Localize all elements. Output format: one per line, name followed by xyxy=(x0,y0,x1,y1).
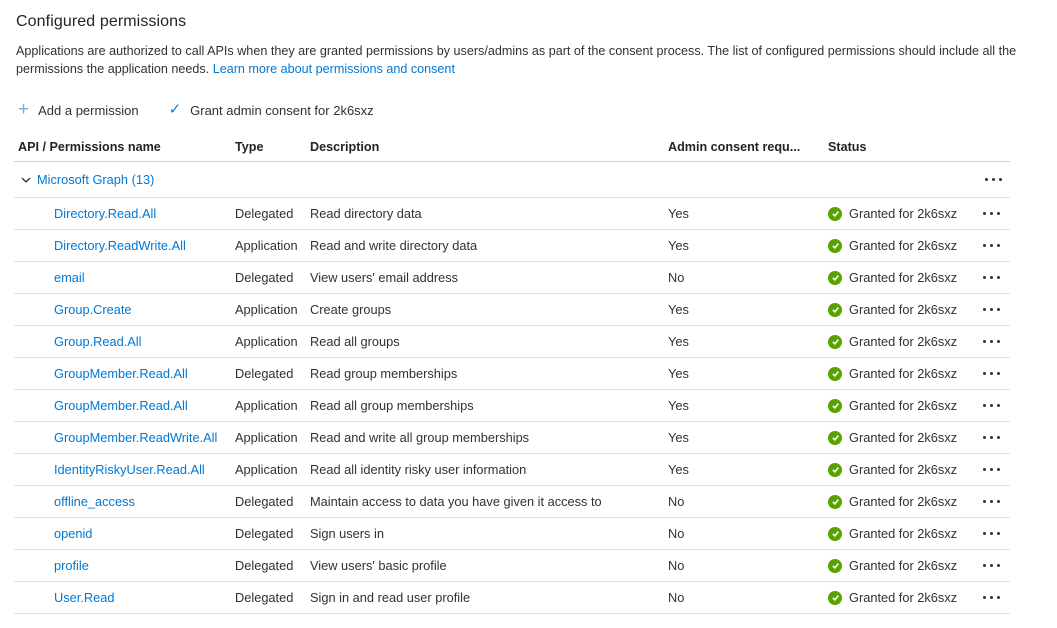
row-actions xyxy=(983,272,1010,283)
granted-check-icon xyxy=(828,239,842,253)
permission-type: Application xyxy=(235,462,298,477)
chevron-down-icon[interactable] xyxy=(18,172,34,188)
permission-type: Delegated xyxy=(235,494,294,509)
grant-admin-consent-button[interactable] xyxy=(167,99,376,122)
status-cell xyxy=(828,302,983,317)
api-group-row xyxy=(14,162,1010,198)
ellipsis-menu-button[interactable] xyxy=(983,368,1002,379)
permissions-table-body xyxy=(14,198,1010,614)
permission-description: Read directory data xyxy=(310,206,422,221)
granted-check-icon xyxy=(828,463,842,477)
table-row xyxy=(14,262,1010,294)
status-cell xyxy=(828,206,983,221)
description-text: Applications are authorized to call APIs when they are granted permissions by users/admins as part of the consent process. The list of configured permissions should include all the permissions the application needs. xyxy=(16,44,1017,76)
granted-check-icon xyxy=(828,207,842,221)
row-actions xyxy=(983,336,1010,347)
permission-description: Create groups xyxy=(310,302,392,317)
ellipsis-menu-button[interactable] xyxy=(983,336,1002,347)
status-text: Granted for 2k6sxz xyxy=(849,398,958,413)
ellipsis-menu-button[interactable] xyxy=(983,240,1002,251)
permission-name-cell xyxy=(14,430,235,445)
status-text: Granted for 2k6sxz xyxy=(849,238,958,253)
status-cell xyxy=(828,558,983,573)
admin-consent-value: Yes xyxy=(668,398,689,413)
ellipsis-menu-button[interactable] xyxy=(983,464,1002,475)
permission-name-cell xyxy=(14,558,235,573)
add-permission-label: Add a permission xyxy=(38,103,139,118)
description xyxy=(16,42,1028,78)
permission-description: Read group memberships xyxy=(310,366,458,381)
table-row xyxy=(14,230,1010,262)
api-group-link[interactable]: Microsoft Graph (13) xyxy=(37,172,155,187)
permission-name-link[interactable]: GroupMember.Read.All xyxy=(54,366,188,381)
permission-type: Application xyxy=(235,430,298,445)
ellipsis-menu-button[interactable] xyxy=(983,304,1002,315)
table-row xyxy=(14,422,1010,454)
granted-check-icon xyxy=(828,335,842,349)
ellipsis-menu-button[interactable] xyxy=(983,496,1002,507)
permission-name-link[interactable]: User.Read xyxy=(54,590,115,605)
row-actions xyxy=(983,464,1010,475)
status-text: Granted for 2k6sxz xyxy=(849,430,958,445)
permission-type: Application xyxy=(235,238,298,253)
admin-consent-value: Yes xyxy=(668,302,689,317)
ellipsis-icon xyxy=(983,436,1000,439)
permission-name-cell xyxy=(14,398,235,413)
permission-type: Delegated xyxy=(235,206,294,221)
admin-consent-value: No xyxy=(668,558,685,573)
admin-consent-value: Yes xyxy=(668,366,689,381)
column-header-admin-consent[interactable]: Admin consent requ... xyxy=(668,140,801,154)
admin-consent-value: Yes xyxy=(668,430,689,445)
status-cell xyxy=(828,366,983,381)
status-text: Granted for 2k6sxz xyxy=(849,334,958,349)
permission-name-cell xyxy=(14,462,235,477)
permission-description: Read and write all group memberships xyxy=(310,430,530,445)
status-cell xyxy=(828,238,983,253)
permission-name-link[interactable]: Group.Create xyxy=(54,302,132,317)
admin-consent-value: Yes xyxy=(668,206,689,221)
add-permission-button[interactable] xyxy=(16,99,141,122)
admin-consent-value: No xyxy=(668,526,685,541)
row-actions xyxy=(983,240,1010,251)
ellipsis-icon xyxy=(983,564,1000,567)
granted-check-icon xyxy=(828,399,842,413)
status-text: Granted for 2k6sxz xyxy=(849,558,958,573)
row-actions xyxy=(983,208,1010,219)
permission-name-cell xyxy=(14,590,235,605)
permission-name-cell xyxy=(14,334,235,349)
table-row xyxy=(14,454,1010,486)
permission-name-cell xyxy=(14,270,235,285)
table-row xyxy=(14,486,1010,518)
ellipsis-menu-button[interactable] xyxy=(983,272,1002,283)
status-text: Granted for 2k6sxz xyxy=(849,366,958,381)
permission-name-link[interactable]: Directory.Read.All xyxy=(54,206,157,221)
permission-type: Delegated xyxy=(235,590,294,605)
page-title: Configured permissions xyxy=(16,13,187,30)
status-cell xyxy=(828,494,983,509)
ellipsis-menu-button[interactable] xyxy=(983,208,1002,219)
column-header-type[interactable]: Type xyxy=(235,140,264,154)
ellipsis-icon xyxy=(983,244,1000,247)
ellipsis-icon xyxy=(983,372,1000,375)
status-cell xyxy=(828,398,983,413)
status-text: Granted for 2k6sxz xyxy=(849,270,958,285)
admin-consent-value: Yes xyxy=(668,462,689,477)
row-actions xyxy=(983,400,1010,411)
status-cell xyxy=(828,462,983,477)
toolbar xyxy=(16,99,1041,122)
status-cell xyxy=(828,430,983,445)
granted-check-icon xyxy=(828,303,842,317)
permission-type: Delegated xyxy=(235,366,294,381)
table-row xyxy=(14,198,1010,230)
granted-check-icon xyxy=(828,367,842,381)
status-text: Granted for 2k6sxz xyxy=(849,302,958,317)
ellipsis-icon xyxy=(985,178,1002,181)
status-cell xyxy=(828,526,983,541)
table-header xyxy=(14,133,1010,162)
table-row xyxy=(14,582,1010,614)
ellipsis-icon xyxy=(983,212,1000,215)
permission-name-cell xyxy=(14,302,235,317)
row-actions xyxy=(983,560,1010,571)
learn-more-link[interactable]: Learn more about permissions and consent xyxy=(212,62,455,76)
row-actions xyxy=(983,528,1010,539)
permission-name-cell xyxy=(14,238,235,253)
permission-type: Delegated xyxy=(235,558,294,573)
ellipsis-icon xyxy=(983,308,1000,311)
permission-type: Application xyxy=(235,398,298,413)
row-actions xyxy=(983,368,1010,379)
status-text: Granted for 2k6sxz xyxy=(849,206,958,221)
permission-type: Delegated xyxy=(235,526,294,541)
ellipsis-icon xyxy=(983,340,1000,343)
permission-description: Sign in and read user profile xyxy=(310,590,471,605)
admin-consent-value: Yes xyxy=(668,334,689,349)
table-row xyxy=(14,550,1010,582)
ellipsis-icon xyxy=(983,532,1000,535)
admin-consent-value: No xyxy=(668,590,685,605)
permission-type: Application xyxy=(235,302,298,317)
ellipsis-menu-button[interactable] xyxy=(983,560,1002,571)
ellipsis-menu-button[interactable] xyxy=(983,400,1002,411)
row-actions xyxy=(983,592,1010,603)
table-row xyxy=(14,390,1010,422)
status-text: Granted for 2k6sxz xyxy=(849,462,958,477)
permission-name-cell xyxy=(14,526,235,541)
ellipsis-menu-button[interactable] xyxy=(983,592,1002,603)
status-cell xyxy=(828,334,983,349)
permission-description: View users' email address xyxy=(310,270,459,285)
column-header-api-permissions-name[interactable]: API / Permissions name xyxy=(18,140,161,154)
granted-check-icon xyxy=(828,431,842,445)
permission-description: Read all group memberships xyxy=(310,398,474,413)
ellipsis-icon xyxy=(983,468,1000,471)
row-actions xyxy=(983,496,1010,507)
ellipsis-icon xyxy=(983,500,1000,503)
permission-description: Read and write directory data xyxy=(310,238,478,253)
permission-description: Read all groups xyxy=(310,334,400,349)
permission-name-link[interactable]: profile xyxy=(54,558,89,573)
table-row xyxy=(14,294,1010,326)
column-header-status[interactable]: Status xyxy=(828,140,867,154)
admin-consent-value: No xyxy=(668,494,685,509)
status-cell xyxy=(828,590,983,605)
permission-type: Application xyxy=(235,334,298,349)
status-text: Granted for 2k6sxz xyxy=(849,494,958,509)
status-text: Granted for 2k6sxz xyxy=(849,590,958,605)
row-actions xyxy=(983,432,1010,443)
ellipsis-menu-button[interactable] xyxy=(983,432,1002,443)
permissions-table xyxy=(14,133,1010,614)
permission-name-link[interactable]: email xyxy=(54,270,85,285)
ellipsis-icon xyxy=(983,596,1000,599)
granted-check-icon xyxy=(828,559,842,573)
permission-name-cell xyxy=(14,366,235,381)
check-icon: ✓ xyxy=(168,100,182,118)
granted-check-icon xyxy=(828,591,842,605)
permission-name-link[interactable]: GroupMember.Read.All xyxy=(54,398,188,413)
column-header-description[interactable]: Description xyxy=(310,140,380,154)
permission-name-cell xyxy=(14,494,235,509)
grant-admin-consent-label: Grant admin consent for 2k6sxz xyxy=(190,103,374,118)
ellipsis-icon xyxy=(983,404,1000,407)
permission-name-link[interactable]: Group.Read.All xyxy=(54,334,142,349)
permission-name-link[interactable]: IdentityRiskyUser.Read.All xyxy=(54,462,205,477)
permission-name-link[interactable]: openid xyxy=(54,526,93,541)
granted-check-icon xyxy=(828,527,842,541)
granted-check-icon xyxy=(828,495,842,509)
permission-name-cell xyxy=(14,206,235,221)
api-group-cell xyxy=(14,172,983,188)
permission-description: Sign users in xyxy=(310,526,384,541)
plus-icon: + xyxy=(18,98,30,120)
permission-name-link[interactable]: offline_access xyxy=(54,494,135,509)
ellipsis-icon xyxy=(983,276,1000,279)
row-actions xyxy=(983,304,1010,315)
ellipsis-menu-button[interactable] xyxy=(983,528,1002,539)
ellipsis-menu-button[interactable] xyxy=(983,174,1004,185)
table-row xyxy=(14,518,1010,550)
permission-type: Delegated xyxy=(235,270,294,285)
permission-description: View users' basic profile xyxy=(310,558,447,573)
permission-name-link[interactable]: Directory.ReadWrite.All xyxy=(54,238,186,253)
admin-consent-value: Yes xyxy=(668,238,689,253)
api-group-actions xyxy=(983,174,1010,185)
permission-description: Maintain access to data you have given it access to xyxy=(310,494,602,509)
table-row xyxy=(14,358,1010,390)
status-text: Granted for 2k6sxz xyxy=(849,526,958,541)
admin-consent-value: No xyxy=(668,270,685,285)
status-cell xyxy=(828,270,983,285)
permission-name-link[interactable]: GroupMember.ReadWrite.All xyxy=(54,430,218,445)
permission-description: Read all identity risky user information xyxy=(310,462,527,477)
table-row xyxy=(14,326,1010,358)
granted-check-icon xyxy=(828,271,842,285)
